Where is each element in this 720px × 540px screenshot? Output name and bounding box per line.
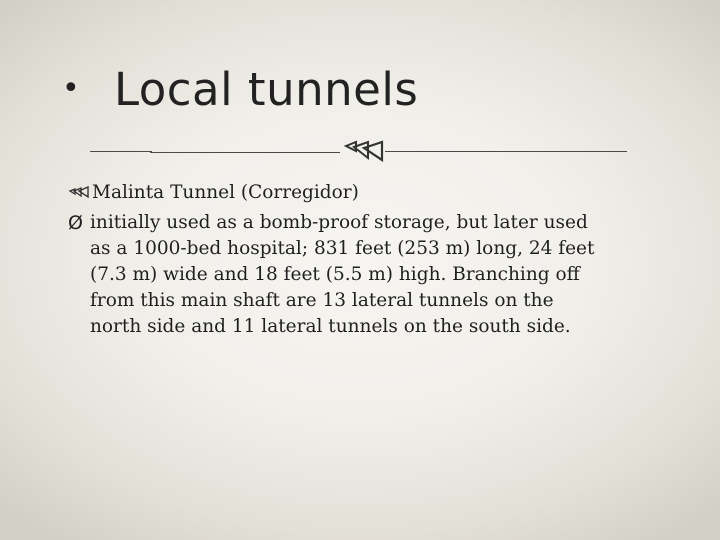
title-row: [62, 58, 418, 120]
sub-bullet-item: [68, 210, 628, 340]
content-area: [68, 178, 628, 340]
triple-chevron-ornament-icon: [340, 138, 386, 164]
divider-line-left-short: [90, 151, 152, 152]
arrow-bullet-icon: Ø: [68, 212, 83, 234]
title-bullet: •: [62, 71, 80, 106]
divider-line-right: [385, 151, 627, 152]
page-title: Local tunnels: [114, 62, 419, 116]
small-ornament-icon: [68, 185, 90, 199]
item-heading: Malinta Tunnel (Corregidor): [92, 181, 359, 203]
body-paragraph: initially used as a bomb-proof storage, but later used as a 1000-bed hospital; 831 feet (253 m) long, 24 feet (7.3 m) wide and 18 feet (5.5 m) high. Branching off from this main shaft are 13 lateral tunnels on the north side and 11 lateral tunnels on the south side.: [90, 212, 595, 337]
bullet-item-heading: [68, 178, 628, 206]
divider-line-left: [150, 152, 340, 153]
